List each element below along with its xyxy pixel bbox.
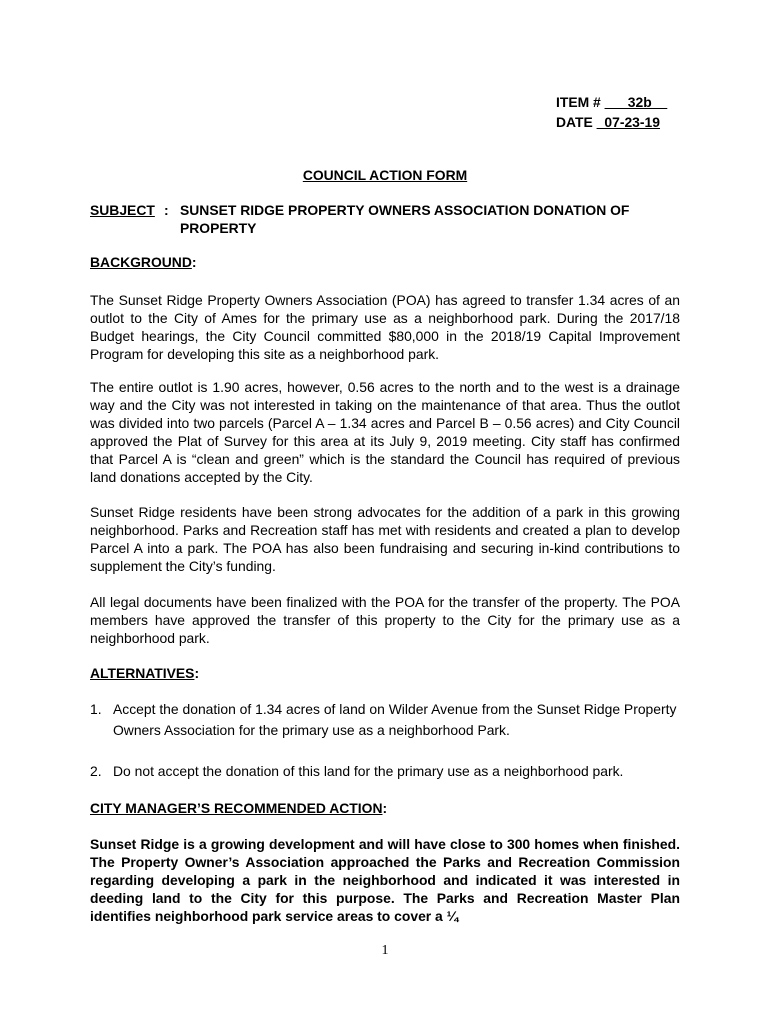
item-row	[556, 92, 667, 112]
form-title: COUNCIL ACTION FORM	[302, 167, 468, 183]
recommended-paragraph: Sunset Ridge is a growing development and will have close to 300 homes when finished. The Property Owner’s Association approached the Parks and Recreation Commission regarding developing a park in the neighborhood and indicated it was interested in deeding land to the City for this purpose. The Parks and Recreation Master Plan identifies neighborhood park service areas to cover a ¼	[90, 836, 680, 924]
subject-label: SUBJECT	[90, 202, 155, 218]
alternatives-heading	[90, 664, 199, 682]
subject-text: SUNSET RIDGE PROPERTY OWNERS ASSOCIATION DONATION OF PROPERTY	[180, 202, 630, 236]
item-date-block	[556, 92, 667, 132]
subject-colon: :	[164, 202, 169, 218]
alternatives-heading-colon: :	[194, 665, 200, 681]
item-label: ITEM #	[556, 94, 601, 110]
background-paragraph-1: The Sunset Ridge Property Owners Association (POA) has agreed to transfer 1.34 acres of an outlot to the City of Ames for the primary use as a neighborhood park. During the 2017/18 Budget hearings, the City Council committed $80,000 in the 2018/19 Capital Improvement Program for developing this site as a neighborhood park.	[90, 292, 680, 362]
recommended-heading-colon: :	[382, 800, 388, 816]
background-heading-text: BACKGROUND	[90, 254, 192, 270]
alternative-text: Do not accept the donation of this land for the primary use as a neighborhood park.	[113, 763, 624, 779]
background-paragraph-4: All legal documents have been finalized with the POA for the transfer of the property. The POA members have approved the transfer of this property to the City for the primary use as a neighborhood park.	[90, 594, 680, 646]
background-paragraph-3: Sunset Ridge residents have been strong advocates for the addition of a park in this growing neighborhood. Parks and Recreation staff has met with residents and created a plan to develop Parcel A into a park. The POA has also been fundraising and securing in-kind contributions to supplement the City’s funding.	[90, 504, 680, 574]
date-value: _07-23-19	[596, 114, 660, 130]
date-label: DATE	[556, 114, 593, 130]
item-value: ___32b__	[604, 94, 668, 110]
background-paragraph-2: The entire outlot is 1.90 acres, however, 0.56 acres to the north and to the west is a drainage way and the City was not interested in taking on the maintenance of that area. Thus the outlot was divided into two parcels (Parcel A – 1.34 acres and Parcel B – 0.56 acres) and City Council approved the Plat of Survey for this area at its July 9, 2019 meeting. City staff has confirmed that Parcel A is “clean and green” which is the standard the Council has required of previous land donations accepted by the City.	[90, 379, 680, 485]
alternative-number: 1.	[90, 701, 102, 717]
date-row	[556, 112, 667, 132]
recommended-heading-text: CITY MANAGER’S RECOMMENDED ACTION	[90, 800, 383, 816]
alternative-number: 2.	[90, 763, 102, 779]
alternatives-heading-text: ALTERNATIVES	[90, 665, 195, 681]
recommended-heading	[90, 799, 387, 817]
alternative-text: Accept the donation of 1.34 acres of land on Wilder Avenue from the Sunset Ridge Property Owners Association for the primary use as a neighborhood Park.	[113, 701, 677, 738]
background-heading	[90, 253, 197, 271]
background-heading-colon: :	[191, 254, 197, 270]
page-number: 1	[381, 943, 389, 958]
